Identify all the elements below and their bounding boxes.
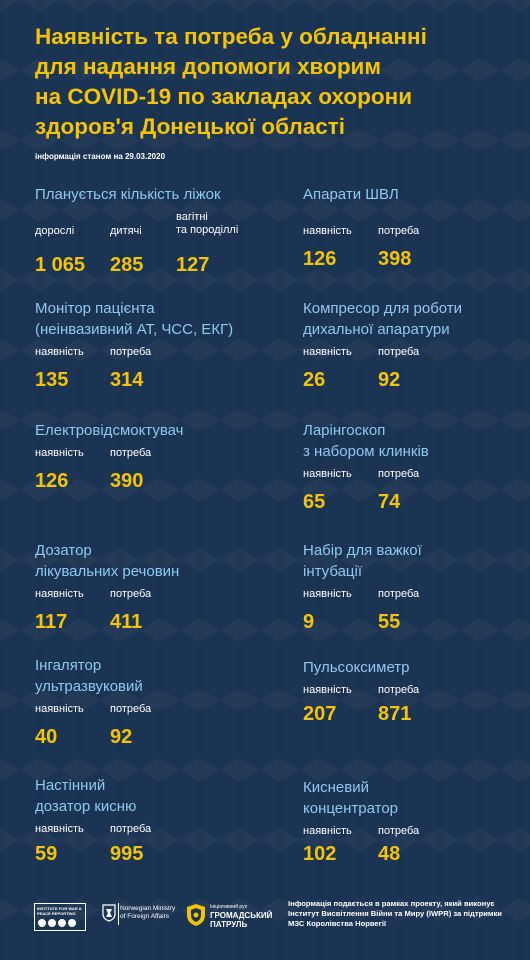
label-need: потреба bbox=[110, 447, 152, 459]
value-available: 9 bbox=[303, 611, 315, 633]
value-available: 40 bbox=[35, 726, 58, 748]
block-title: Пульсоксиметр bbox=[303, 659, 410, 676]
norway-mfa-logo-text: Norwegian Ministry of Foreign Affairs bbox=[120, 905, 176, 920]
date-note: інформація станом на 29.03.2020 bbox=[35, 152, 166, 161]
value-need: 871 bbox=[378, 703, 412, 725]
value-available: 117 bbox=[35, 611, 68, 633]
block-title: Монітор пацієнта (неінвазивний АТ, ЧСС, ЕКГ) bbox=[35, 300, 234, 338]
label-available: наявність bbox=[35, 588, 84, 600]
block-inhaler bbox=[35, 655, 152, 753]
value-available: 65 bbox=[303, 491, 326, 513]
label-need: потреба bbox=[378, 346, 420, 358]
label-need: потреба bbox=[110, 346, 152, 358]
block-oxygen-concentrator bbox=[303, 777, 420, 875]
label-pregnant: вагітні та породіллі bbox=[176, 211, 239, 236]
value-need: 995 bbox=[110, 843, 144, 865]
label-available: наявність bbox=[35, 703, 84, 715]
patrol-subtitle: Ініціативний рух bbox=[210, 904, 248, 910]
label-available: наявність bbox=[303, 588, 352, 600]
iwpr-dot-p bbox=[58, 919, 66, 927]
block-title: Інгалятор ультразвуковий bbox=[35, 657, 143, 695]
block-title: Електровідсмоктувач bbox=[35, 422, 184, 439]
value-need: 74 bbox=[378, 491, 401, 513]
project-note: Інформація подається в рамках проекту, який виконує Інститут Висвітлення Війни та Миру (IWPR) за підтримки МЗС Королівства Норвегії bbox=[288, 899, 502, 928]
block-title: Планується кількість ліжок bbox=[35, 186, 221, 203]
label-available: наявність bbox=[303, 225, 352, 237]
value-need: 92 bbox=[378, 369, 401, 391]
block-title: Набір для важкої інтубації bbox=[303, 542, 422, 580]
value-need: 48 bbox=[378, 843, 401, 865]
label-available: наявність bbox=[35, 447, 84, 459]
label-need: потреба bbox=[378, 684, 420, 696]
label-need: потреба bbox=[378, 468, 420, 480]
value-available: 207 bbox=[303, 703, 337, 725]
footer bbox=[0, 890, 530, 960]
norway-coat-of-arms-icon bbox=[102, 904, 116, 922]
label-need: потреба bbox=[378, 825, 420, 837]
block-pulse-oximeter bbox=[303, 657, 420, 734]
label-available: наявність bbox=[35, 346, 84, 358]
block-title: Дозатор лікувальних речовин bbox=[35, 542, 180, 580]
label-available: наявність bbox=[303, 468, 352, 480]
value-adults: 1 065 bbox=[35, 254, 86, 276]
block-intubation bbox=[303, 540, 422, 638]
value-children: 285 bbox=[110, 254, 144, 276]
block-title: Ларінгоскоп з набором клинків bbox=[303, 422, 429, 460]
label-need: потреба bbox=[110, 588, 152, 600]
block-suction bbox=[35, 420, 184, 497]
label-available: наявність bbox=[303, 684, 352, 696]
iwpr-logo: INSTITUTE FOR WAR & PEACE REPORTING bbox=[34, 903, 86, 931]
block-title: Апарати ШВЛ bbox=[303, 186, 399, 203]
value-need: 390 bbox=[110, 470, 144, 492]
label-available: наявність bbox=[303, 346, 352, 358]
civic-patrol-shield-icon bbox=[186, 903, 206, 927]
value-available: 26 bbox=[303, 369, 326, 391]
iwpr-dot-w bbox=[48, 919, 56, 927]
iwpr-dot-r bbox=[68, 919, 76, 927]
value-need: 92 bbox=[110, 726, 133, 748]
label-need: потреба bbox=[110, 823, 152, 835]
page-title: Наявність та потреба у обладнанні для надання допомоги хворим на COVID-19 по закладах охорони здоров'я Донецької області bbox=[35, 24, 427, 139]
value-available: 59 bbox=[35, 843, 58, 865]
patrol-name: ГРОМАДСЬКИЙ ПАТРУЛЬ bbox=[210, 911, 273, 929]
block-ventilators bbox=[303, 184, 420, 275]
value-available: 126 bbox=[303, 248, 337, 270]
block-title: Компресор для роботи дихальної апаратури bbox=[303, 300, 463, 338]
value-need: 411 bbox=[110, 611, 143, 633]
label-children: дитячі bbox=[110, 225, 142, 237]
value-need: 398 bbox=[378, 248, 412, 270]
value-available: 135 bbox=[35, 369, 69, 391]
value-available: 102 bbox=[303, 843, 337, 865]
value-need: 314 bbox=[110, 369, 144, 391]
value-pregnant: 127 bbox=[176, 254, 210, 276]
label-available: наявність bbox=[303, 825, 352, 837]
block-compressor bbox=[303, 298, 462, 396]
label-need: потреба bbox=[378, 225, 420, 237]
block-title: Кисневий концентратор bbox=[303, 779, 399, 817]
label-need: потреба bbox=[110, 703, 152, 715]
block-laryngoscope bbox=[303, 420, 429, 518]
block-beds bbox=[35, 184, 239, 276]
block-dispenser bbox=[35, 540, 179, 638]
block-monitor bbox=[35, 298, 233, 396]
value-need: 55 bbox=[378, 611, 401, 633]
label-available: наявність bbox=[35, 823, 84, 835]
divider bbox=[118, 903, 119, 925]
label-adults: дорослі bbox=[35, 225, 75, 237]
label-need: потреба bbox=[378, 588, 420, 600]
value-available: 126 bbox=[35, 470, 69, 492]
block-title: Настінний дозатор кисню bbox=[35, 777, 137, 815]
block-oxygen-dispenser bbox=[35, 775, 152, 873]
iwpr-dot-i bbox=[38, 919, 46, 927]
